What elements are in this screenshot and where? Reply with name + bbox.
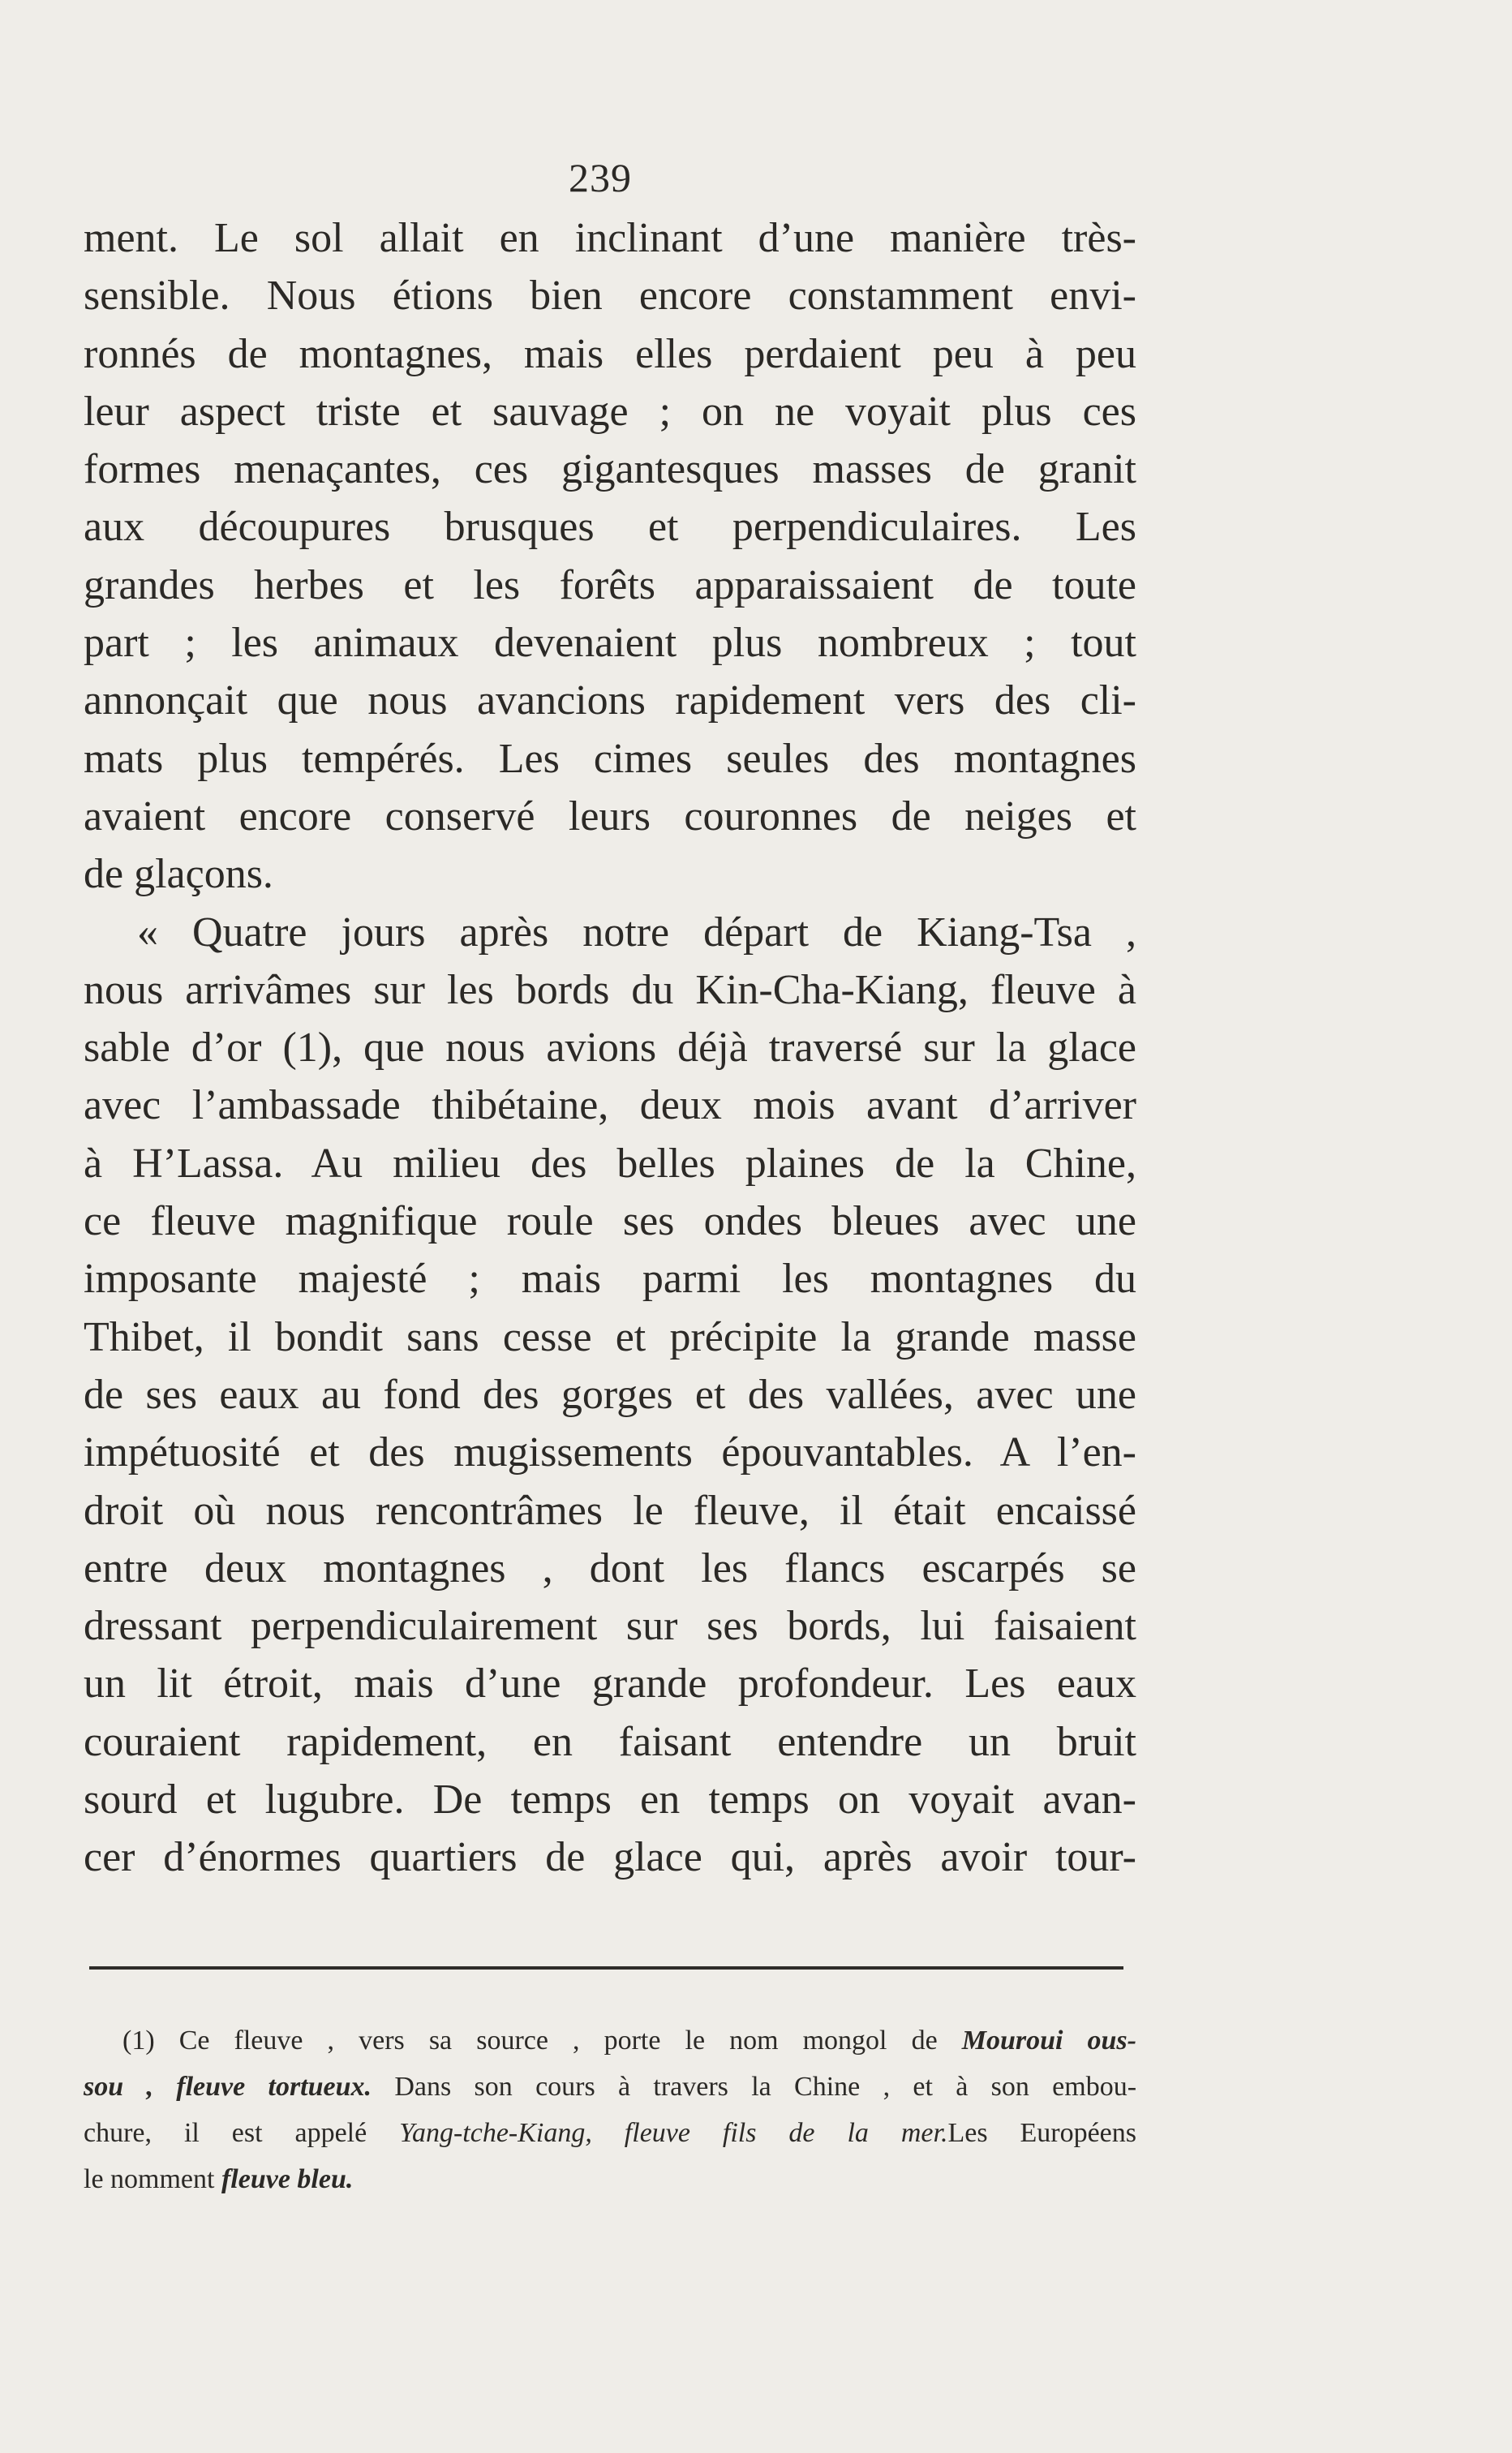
text-line: aux découpures brusques et perpendiculaires. Les (84, 504, 1136, 551)
footnote-text: le nomment (84, 2164, 215, 2194)
footnote-text: Les Européens (947, 2118, 1136, 2148)
text-line: imposante majesté ; mais parmi les montagnes du (84, 1256, 1136, 1303)
text-line: grandes herbes et les forêts apparaissaient de toute (84, 561, 1136, 608)
text-line: sourd et lugubre. De temps en temps on voyait avan- (84, 1776, 1136, 1824)
footnote-line (84, 2156, 1136, 2202)
footnote-text: Dans son cours à travers la Chine , et à son embou- (394, 2072, 1137, 2102)
text-line: de glaçons. (84, 851, 273, 898)
text-line: sensible. Nous étions bien encore constamment envi- (84, 273, 1136, 320)
text-line: à H’Lassa. Au milieu des belles plaines de la Chine, (84, 1140, 1136, 1187)
footnote-text: (1) Ce fleuve , vers sa source , porte le nom mongol de (122, 2026, 938, 2056)
text-line: dressant perpendiculairement sur ses bords, lui faisaient (84, 1603, 1136, 1650)
text-line: impétuosité et des mugissements épouvantables. A l’en- (84, 1429, 1136, 1476)
text-line: ce fleuve magnifique roule ses ondes bleues avec une (84, 1198, 1136, 1245)
footnote-line (84, 2064, 1136, 2110)
text-line: sable d’or (1), que nous avions déjà traversé sur la glace (84, 1025, 1136, 1072)
footnote-text: chure, il est appelé (84, 2118, 367, 2148)
text-line: droit où nous rencontrâmes le fleuve, il était encaissé (84, 1487, 1136, 1534)
text-line: cer d’énormes quartiers de glace qui, après avoir tour- (84, 1834, 1136, 1881)
text-line: un lit étroit, mais d’une grande profondeur. Les eaux (84, 1660, 1136, 1708)
text-line: Thibet, il bondit sans cesse et précipite la grande masse (84, 1313, 1136, 1360)
footnote-italic: fleuve bleu. (221, 2164, 354, 2194)
text-line: entre deux montagnes , dont les flancs escarpés se (84, 1544, 1136, 1592)
text-line: ronnés de montagnes, mais elles perdaient peu à peu (84, 330, 1136, 377)
footnote-italic: Mouroui ous- (961, 2026, 1136, 2056)
footnote-divider (89, 1966, 1123, 1970)
footnote (84, 2017, 1136, 2202)
page-number: 239 (569, 155, 632, 200)
text-line: ment. Le sol allait en inclinant d’une manière très- (84, 215, 1136, 261)
text-line: annonçait que nous avancions rapidement vers des cli- (84, 677, 1136, 724)
text-line: avaient encore conservé leurs couronnes de neiges et (84, 793, 1136, 840)
text-line: nous arrivâmes sur les bords du Kin-Cha-Kiang, fleuve à (84, 966, 1136, 1013)
footnote-line (84, 2017, 1136, 2064)
footnote-line (84, 2110, 1136, 2156)
footnote-italic: Yang-tche-Kiang, fleuve fils de la mer. (399, 2118, 948, 2148)
text-line: leur aspect triste et sauvage ; on ne voyait plus ces (84, 388, 1136, 435)
text-line: couraient rapidement, en faisant entendre un bruit (84, 1718, 1136, 1765)
body-text (84, 209, 1136, 1887)
text-line: « Quatre jours après notre départ de Kiang-Tsa , (137, 909, 1136, 956)
text-line: de ses eaux au fond des gorges et des vallées, avec une (84, 1371, 1136, 1418)
footnote-italic: sou , fleuve tortueux. (84, 2072, 372, 2102)
text-line: formes menaçantes, ces gigantesques masses de granit (84, 446, 1136, 493)
text-line: mats plus tempérés. Les cimes seules des montagnes (84, 735, 1136, 782)
text-line: part ; les animaux devenaient plus nombreux ; tout (84, 620, 1136, 667)
text-line: avec l’ambassade thibétaine, deux mois avant d’arriver (84, 1082, 1136, 1129)
